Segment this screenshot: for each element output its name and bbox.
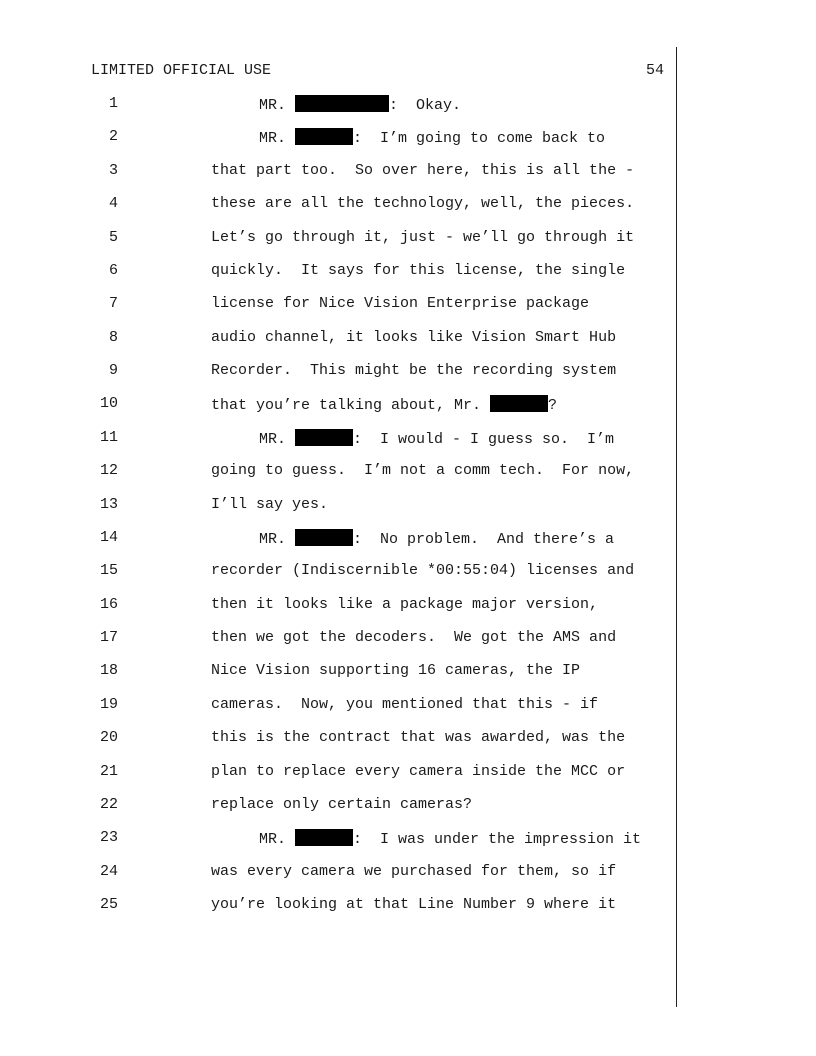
line-text-segment: this is the contract that was awarded, was the (211, 729, 626, 747)
line-text-segment: you’re looking at that Line Number 9 where it (211, 896, 617, 913)
transcript-line (0, 162, 676, 186)
transcript-line (0, 195, 676, 219)
transcript-line (0, 529, 676, 553)
line-text-segment: ? (548, 397, 558, 415)
transcript-line (0, 829, 676, 853)
line-text (211, 395, 557, 414)
line-text (211, 262, 625, 279)
line-text (211, 229, 634, 246)
line-number: 17 (99, 629, 118, 646)
line-text-segment: Recorder. This might be the recording system (211, 362, 617, 379)
line-number: 8 (108, 328, 118, 346)
line-text (211, 662, 580, 679)
line-text (211, 796, 472, 813)
line-number: 2 (108, 128, 118, 146)
redaction-box (295, 128, 353, 145)
line-text (211, 629, 616, 646)
line-number: 5 (108, 228, 118, 246)
line-text-segment: MR. (259, 430, 296, 448)
transcript-line (0, 496, 676, 520)
line-text-segment: : I would - I guess so. I’m (353, 430, 615, 448)
line-text-segment: quickly. It says for this license, the single (211, 261, 626, 279)
redaction-box (295, 829, 353, 846)
line-text-segment: then it looks like a package major version, (211, 595, 599, 613)
line-number: 19 (99, 695, 118, 713)
transcript-line (0, 262, 676, 286)
line-number: 6 (108, 261, 118, 279)
line-text (211, 729, 625, 746)
line-number: 10 (99, 395, 118, 413)
line-text (211, 896, 616, 913)
line-text-segment: MR. (259, 130, 296, 148)
line-text-segment: : I was under the impression it (353, 831, 642, 849)
line-text-segment: : I’m going to come back to (353, 130, 606, 148)
transcript-line (0, 629, 676, 653)
line-number: 3 (108, 161, 118, 179)
right-margin-rule (676, 47, 677, 1007)
transcript-line (0, 329, 676, 353)
line-text (259, 829, 641, 848)
line-text-segment: plan to replace every camera inside the MCC or (211, 762, 626, 780)
line-number: 20 (99, 729, 118, 747)
line-number: 7 (108, 295, 118, 313)
line-text-segment: that you’re talking about, Mr. (211, 397, 491, 415)
line-text-segment: MR. (259, 530, 296, 548)
line-text-segment: replace only certain cameras? (211, 795, 473, 813)
transcript-line (0, 229, 676, 253)
transcript-line (0, 696, 676, 720)
line-text-segment: cameras. Now, you mentioned that this - if (211, 695, 599, 713)
transcript-line (0, 729, 676, 753)
redaction-box (295, 429, 353, 446)
line-text-segment: that part too. So over here, this is all the - (211, 161, 635, 179)
line-text-segment: MR. (259, 97, 296, 114)
line-text (211, 562, 634, 579)
transcript-line (0, 295, 676, 319)
line-text (259, 529, 614, 548)
line-number: 25 (99, 896, 118, 913)
transcript-line (0, 95, 676, 119)
redaction-box (295, 529, 353, 546)
transcript-line (0, 896, 676, 920)
line-text-segment: MR. (259, 831, 296, 849)
line-text (211, 696, 598, 713)
line-text (211, 329, 616, 346)
line-number: 13 (99, 495, 118, 513)
line-text (211, 162, 634, 179)
line-number: 11 (99, 428, 118, 446)
transcript-line (0, 128, 676, 152)
line-text-segment: going to guess. I’m not a comm tech. For now, (211, 462, 635, 480)
transcript-line (0, 395, 676, 419)
line-text (211, 295, 589, 312)
line-text (259, 95, 461, 114)
line-text-segment: these are all the technology, well, the pieces. (211, 195, 635, 213)
line-text (211, 596, 598, 613)
classification-header: LIMITED OFFICIAL USE (91, 62, 272, 79)
line-text-segment: license for Nice Vision Enterprise package (211, 295, 590, 313)
line-number: 14 (99, 528, 118, 546)
line-text (211, 763, 625, 780)
line-text-segment: : Okay. (389, 97, 462, 114)
line-text-segment: audio channel, it looks like Vision Smart Hub (211, 328, 617, 346)
transcript-line (0, 662, 676, 686)
line-text-segment: recorder (Indiscernible *00:55:04) licenses and (211, 562, 635, 580)
page-number: 54 (646, 62, 665, 79)
line-text-segment: was every camera we purchased for them, so if (211, 862, 617, 880)
line-number: 16 (99, 595, 118, 613)
transcript-line (0, 362, 676, 386)
transcript-line (0, 763, 676, 787)
line-number: 23 (99, 829, 118, 847)
line-number: 12 (99, 462, 118, 480)
line-text (211, 496, 328, 513)
line-number: 15 (99, 562, 118, 580)
line-number: 18 (99, 662, 118, 680)
line-text-segment: Let’s go through it, just - we’ll go through it (211, 228, 635, 246)
transcript-line (0, 596, 676, 620)
transcript-line (0, 429, 676, 453)
line-text (259, 128, 605, 147)
line-text-segment: Nice Vision supporting 16 cameras, the IP (211, 662, 581, 680)
redaction-box (490, 395, 548, 412)
transcript-line (0, 796, 676, 820)
line-text (211, 195, 634, 212)
transcript-line (0, 863, 676, 887)
line-text-segment: I’ll say yes. (211, 495, 329, 513)
line-number: 22 (99, 795, 118, 813)
line-text-segment: : No problem. And there’s a (353, 530, 615, 548)
line-text (211, 462, 634, 479)
line-text-segment: then we got the decoders. We got the AMS and (211, 629, 617, 646)
line-number: 24 (99, 862, 118, 880)
line-number: 4 (108, 195, 118, 213)
line-text (211, 863, 616, 880)
transcript-line (0, 462, 676, 486)
line-number: 9 (108, 362, 118, 379)
transcript-line (0, 562, 676, 586)
line-number: 21 (99, 762, 118, 780)
line-text (259, 429, 614, 448)
line-text (211, 362, 616, 379)
line-number: 1 (108, 95, 118, 112)
redaction-box (295, 95, 389, 112)
